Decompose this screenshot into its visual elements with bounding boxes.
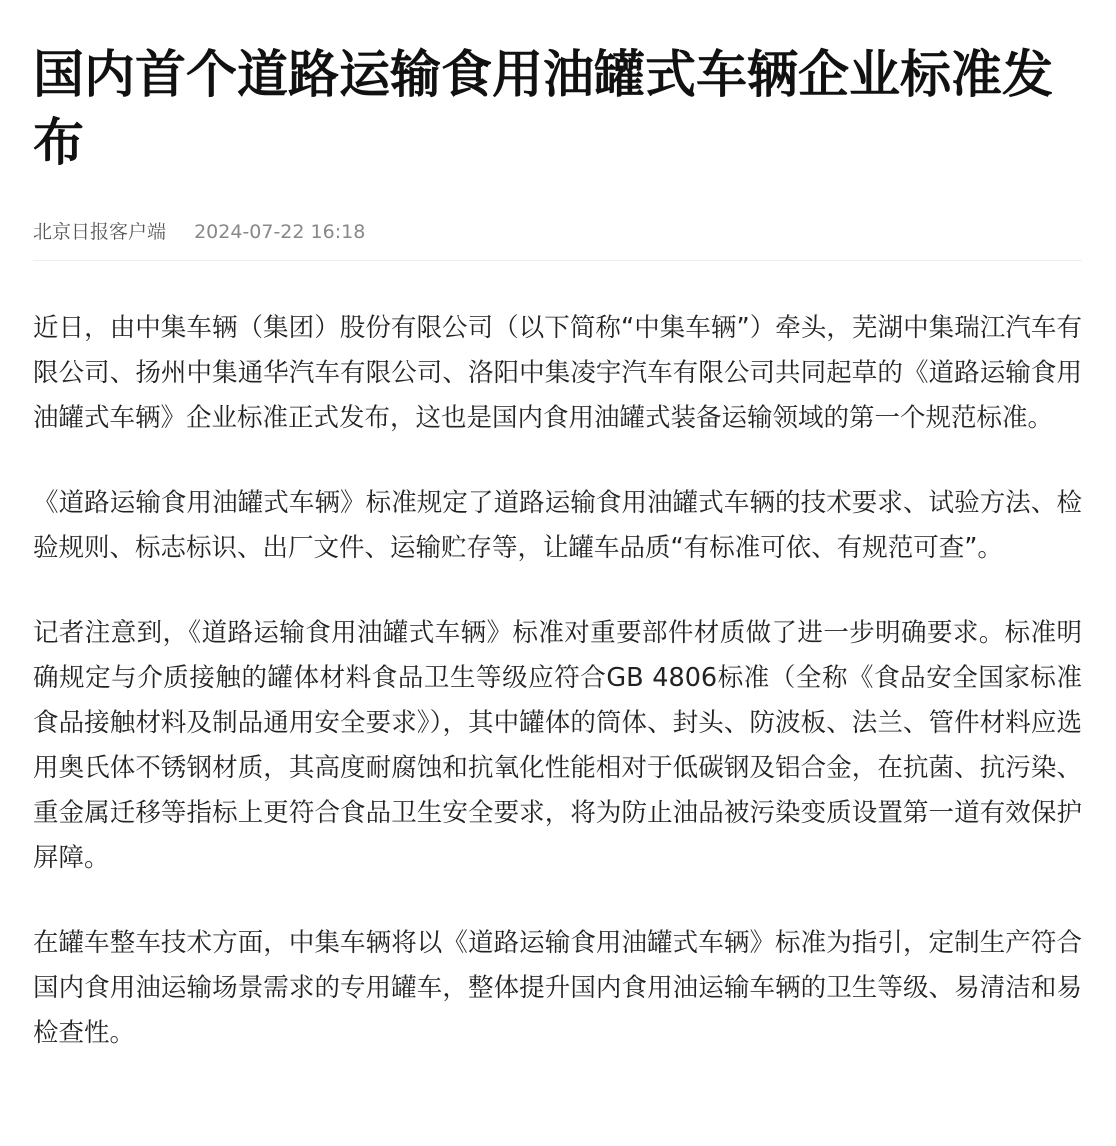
meta-divider <box>33 260 1082 261</box>
article-meta <box>33 218 1082 246</box>
article-body <box>33 306 1082 1056</box>
article-title: 国内首个道路运输食用油罐式车辆企业标准发布 <box>33 46 1054 173</box>
article-paragraph: 在罐车整车技术方面，中集车辆将以《道路运输食用油罐式车辆》标准为指引，定制生产符合国内食用油运输场景需求的专用罐车，整体提升国内食用油运输车辆的卫生等级、易清洁和易检查性。 <box>33 928 1082 1048</box>
article-source[interactable]: 北京日报客户端 <box>33 221 167 243</box>
article-paragraph: 《道路运输食用油罐式车辆》标准规定了道路运输食用油罐式车辆的技术要求、试验方法、检验规则、标志标识、出厂文件、运输贮存等，让罐车品质“有标准可依、有规范可查”。 <box>33 488 1082 563</box>
article-publish-time: 2024-07-22 16:18 <box>194 221 366 243</box>
article-paragraph: 近日，由中集车辆（集团）股份有限公司（以下简称“中集车辆”）牵头，芜湖中集瑞江汽车有限公司、扬州中集通华汽车有限公司、洛阳中集凌宇汽车有限公司共同起草的《道路运输食用油罐式车辆》企业标准正式发布，这也是国内食用油罐式装备运输领域的第一个规范标准。 <box>33 313 1082 433</box>
article-paragraph: 记者注意到，《道路运输食用油罐式车辆》标准对重要部件材质做了进一步明确要求。标准明确规定与介质接触的罐体材料食品卫生等级应符合GB 4806标准（全称《食品安全国家标准 食品接触材料及制品通用安全要求》），其中罐体的筒体、封头、防波板、法兰、管件材料应选用奥氏体不锈钢材质，其高度耐腐蚀和抗氧化性能相对于低碳钢及铝合金，在抗菌、抗污染、重金属迁移等指标上更符合食品卫生安全要求，将为防止油品被污染变质设置第一道有效保护屏障。 <box>33 618 1082 873</box>
